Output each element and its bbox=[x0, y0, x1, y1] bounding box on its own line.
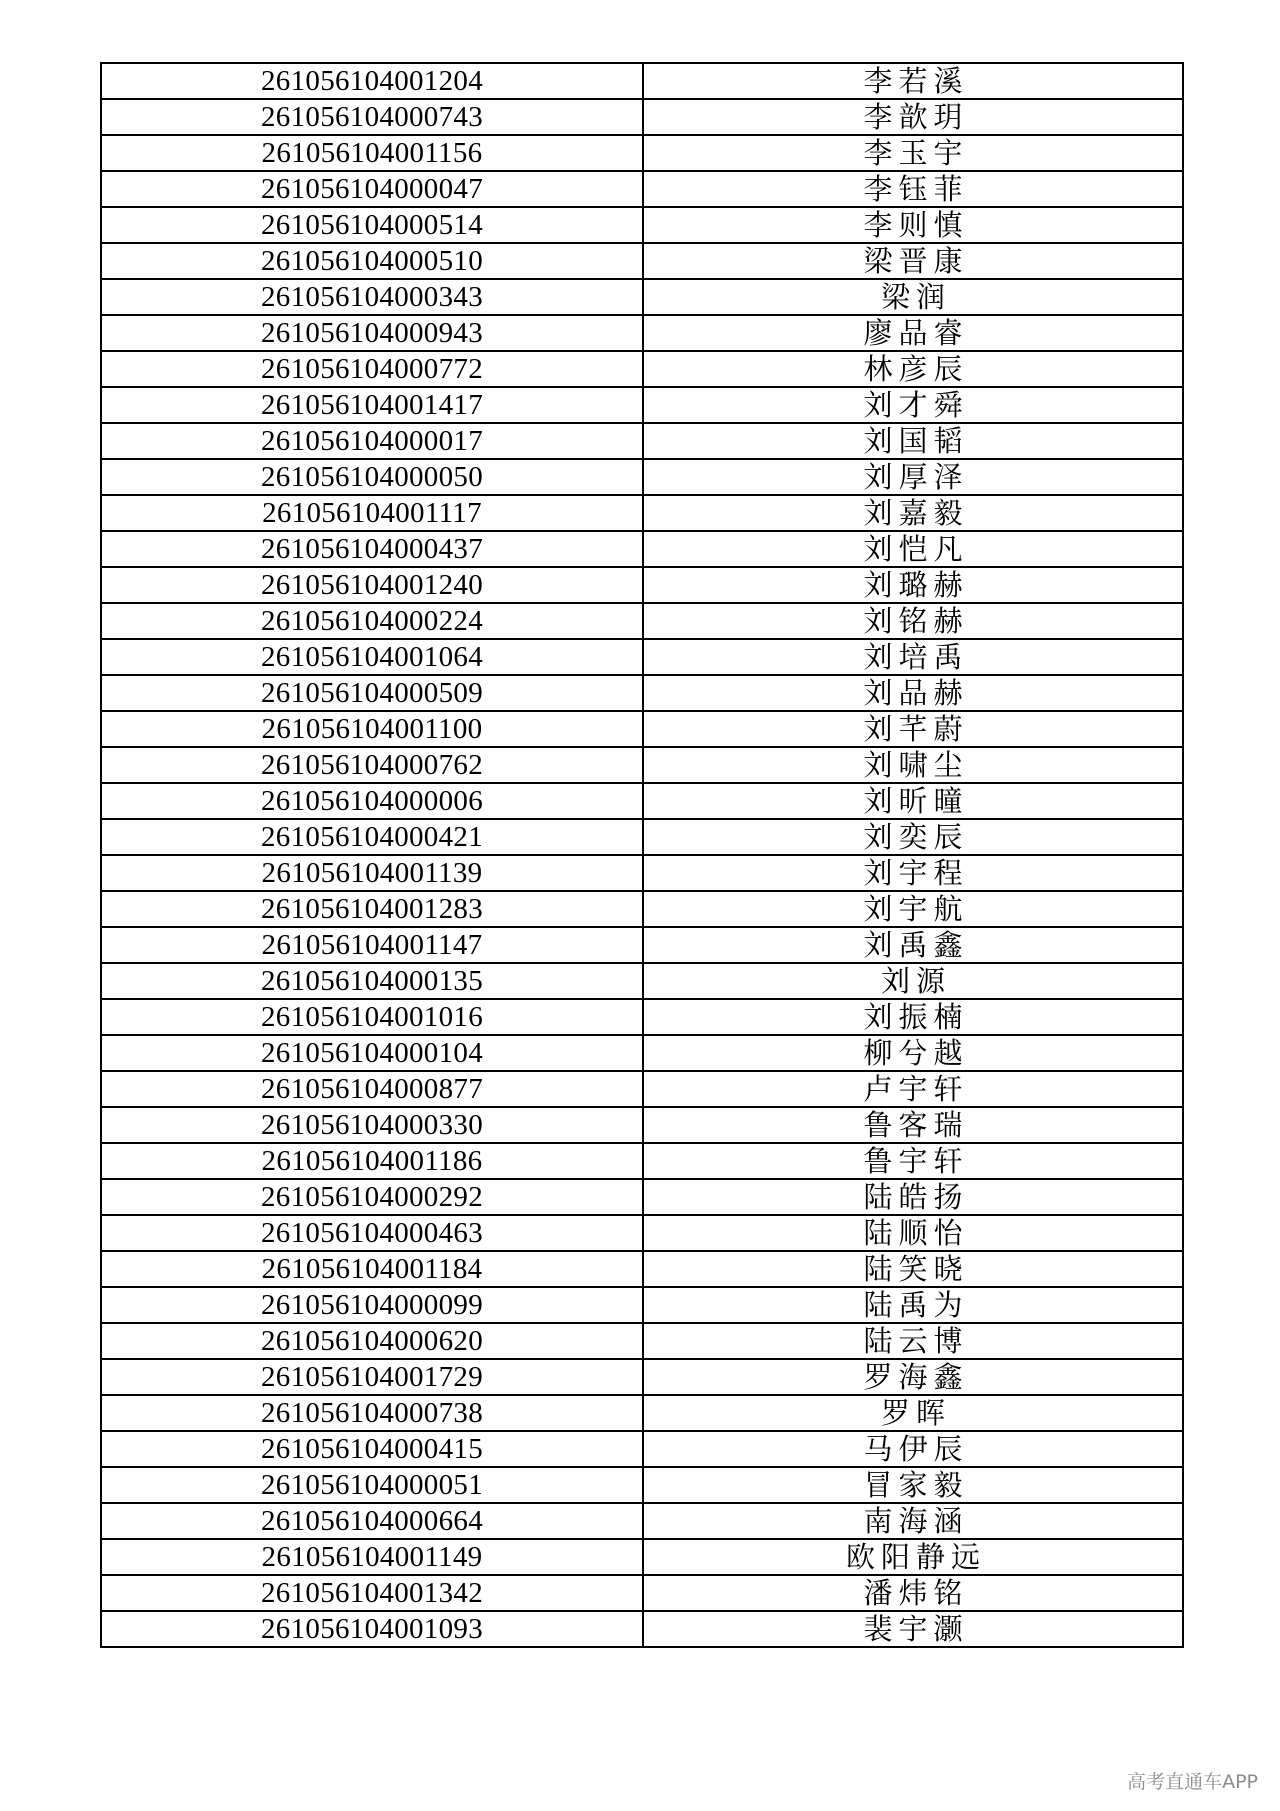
candidate-name-cell: 刘厚泽 bbox=[643, 459, 1183, 495]
candidate-id-cell: 261056104000772 bbox=[101, 351, 643, 387]
candidate-id-cell: 261056104001139 bbox=[101, 855, 643, 891]
table-row bbox=[101, 603, 1183, 639]
table-row bbox=[101, 243, 1183, 279]
table-row bbox=[101, 1611, 1183, 1647]
table-row bbox=[101, 1179, 1183, 1215]
table-row bbox=[101, 423, 1183, 459]
candidate-id-cell: 261056104000664 bbox=[101, 1503, 643, 1539]
candidate-name-cell: 潘炜铭 bbox=[643, 1575, 1183, 1611]
table-row bbox=[101, 1215, 1183, 1251]
candidate-name-cell: 刘才舜 bbox=[643, 387, 1183, 423]
candidate-name-cell: 刘禹鑫 bbox=[643, 927, 1183, 963]
table-row bbox=[101, 1143, 1183, 1179]
table-row bbox=[101, 999, 1183, 1035]
candidate-name-cell: 李则慎 bbox=[643, 207, 1183, 243]
table-row bbox=[101, 1539, 1183, 1575]
candidate-name-cell: 李玉宇 bbox=[643, 135, 1183, 171]
table-row bbox=[101, 171, 1183, 207]
table-row bbox=[101, 99, 1183, 135]
candidate-name-cell: 柳兮越 bbox=[643, 1035, 1183, 1071]
candidate-id-cell: 261056104001283 bbox=[101, 891, 643, 927]
candidate-id-cell: 261056104001729 bbox=[101, 1359, 643, 1395]
candidate-name-cell: 南海涵 bbox=[643, 1503, 1183, 1539]
table-row bbox=[101, 315, 1183, 351]
candidate-id-cell: 261056104001147 bbox=[101, 927, 643, 963]
candidate-id-cell: 261056104001100 bbox=[101, 711, 643, 747]
candidate-name-cell: 冒家毅 bbox=[643, 1467, 1183, 1503]
table-row bbox=[101, 891, 1183, 927]
candidate-id-cell: 261056104000104 bbox=[101, 1035, 643, 1071]
table-row bbox=[101, 1467, 1183, 1503]
candidate-id-cell: 261056104001117 bbox=[101, 495, 643, 531]
table-row bbox=[101, 387, 1183, 423]
table-row bbox=[101, 1395, 1183, 1431]
candidate-id-cell: 261056104000051 bbox=[101, 1467, 643, 1503]
candidate-id-cell: 261056104000224 bbox=[101, 603, 643, 639]
candidate-id-cell: 261056104000509 bbox=[101, 675, 643, 711]
candidate-name-cell: 李若溪 bbox=[643, 63, 1183, 99]
table-row bbox=[101, 1359, 1183, 1395]
candidate-name-cell: 刘宇航 bbox=[643, 891, 1183, 927]
candidate-id-cell: 261056104000099 bbox=[101, 1287, 643, 1323]
candidate-id-cell: 261056104000330 bbox=[101, 1107, 643, 1143]
candidate-id-cell: 261056104000421 bbox=[101, 819, 643, 855]
candidate-id-cell: 261056104000050 bbox=[101, 459, 643, 495]
table-row bbox=[101, 927, 1183, 963]
candidate-id-cell: 261056104000762 bbox=[101, 747, 643, 783]
table-row bbox=[101, 1503, 1183, 1539]
table-row bbox=[101, 495, 1183, 531]
table-row bbox=[101, 1035, 1183, 1071]
candidate-id-cell: 261056104000437 bbox=[101, 531, 643, 567]
candidate-name-cell: 刘芊蔚 bbox=[643, 711, 1183, 747]
candidate-id-cell: 261056104000017 bbox=[101, 423, 643, 459]
candidate-id-cell: 261056104000877 bbox=[101, 1071, 643, 1107]
table-row bbox=[101, 675, 1183, 711]
candidate-id-cell: 261056104001016 bbox=[101, 999, 643, 1035]
candidate-id-cell: 261056104000415 bbox=[101, 1431, 643, 1467]
candidate-id-cell: 261056104000943 bbox=[101, 315, 643, 351]
roster-table-body bbox=[101, 63, 1183, 1647]
table-row bbox=[101, 1575, 1183, 1611]
candidate-id-cell: 261056104000343 bbox=[101, 279, 643, 315]
candidate-name-cell: 裴宇灏 bbox=[643, 1611, 1183, 1647]
candidate-id-cell: 261056104000135 bbox=[101, 963, 643, 999]
candidate-id-cell: 261056104001149 bbox=[101, 1539, 643, 1575]
candidate-id-cell: 261056104001186 bbox=[101, 1143, 643, 1179]
candidate-name-cell: 刘昕曈 bbox=[643, 783, 1183, 819]
roster-table bbox=[100, 62, 1184, 1648]
candidate-id-cell: 261056104000620 bbox=[101, 1323, 643, 1359]
candidate-name-cell: 马伊辰 bbox=[643, 1431, 1183, 1467]
candidate-name-cell: 陆禹为 bbox=[643, 1287, 1183, 1323]
table-row bbox=[101, 639, 1183, 675]
candidate-id-cell: 261056104000047 bbox=[101, 171, 643, 207]
candidate-id-cell: 261056104000743 bbox=[101, 99, 643, 135]
table-row bbox=[101, 1107, 1183, 1143]
candidate-id-cell: 261056104001184 bbox=[101, 1251, 643, 1287]
candidate-id-cell: 261056104001417 bbox=[101, 387, 643, 423]
candidate-id-cell: 261056104001204 bbox=[101, 63, 643, 99]
candidate-name-cell: 卢宇轩 bbox=[643, 1071, 1183, 1107]
table-row bbox=[101, 1287, 1183, 1323]
table-row bbox=[101, 1431, 1183, 1467]
candidate-id-cell: 261056104000514 bbox=[101, 207, 643, 243]
table-row bbox=[101, 855, 1183, 891]
candidate-name-cell: 刘振楠 bbox=[643, 999, 1183, 1035]
table-row bbox=[101, 963, 1183, 999]
candidate-id-cell: 261056104000738 bbox=[101, 1395, 643, 1431]
table-row bbox=[101, 567, 1183, 603]
candidate-name-cell: 刘恺凡 bbox=[643, 531, 1183, 567]
table-row bbox=[101, 1071, 1183, 1107]
candidate-id-cell: 261056104001240 bbox=[101, 567, 643, 603]
table-row bbox=[101, 279, 1183, 315]
candidate-name-cell: 李钰菲 bbox=[643, 171, 1183, 207]
candidate-name-cell: 陆云博 bbox=[643, 1323, 1183, 1359]
table-row bbox=[101, 783, 1183, 819]
table-row bbox=[101, 459, 1183, 495]
table-row bbox=[101, 351, 1183, 387]
candidate-name-cell: 刘培禹 bbox=[643, 639, 1183, 675]
table-row bbox=[101, 1323, 1183, 1359]
candidate-id-cell: 261056104001093 bbox=[101, 1611, 643, 1647]
table-row bbox=[101, 531, 1183, 567]
candidate-id-cell: 261056104000292 bbox=[101, 1179, 643, 1215]
candidate-name-cell: 陆皓扬 bbox=[643, 1179, 1183, 1215]
candidate-name-cell: 林彦辰 bbox=[643, 351, 1183, 387]
candidate-name-cell: 陆顺怡 bbox=[643, 1215, 1183, 1251]
candidate-name-cell: 陆笑晓 bbox=[643, 1251, 1183, 1287]
table-row bbox=[101, 207, 1183, 243]
candidate-name-cell: 刘国韬 bbox=[643, 423, 1183, 459]
candidate-name-cell: 刘璐赫 bbox=[643, 567, 1183, 603]
candidate-name-cell: 刘品赫 bbox=[643, 675, 1183, 711]
candidate-id-cell: 261056104001156 bbox=[101, 135, 643, 171]
candidate-name-cell: 廖品睿 bbox=[643, 315, 1183, 351]
candidate-name-cell: 刘啸尘 bbox=[643, 747, 1183, 783]
candidate-name-cell: 罗海鑫 bbox=[643, 1359, 1183, 1395]
candidate-name-cell: 刘源 bbox=[643, 963, 1183, 999]
table-row bbox=[101, 135, 1183, 171]
table-row bbox=[101, 711, 1183, 747]
table-row bbox=[101, 747, 1183, 783]
candidate-name-cell: 梁晋康 bbox=[643, 243, 1183, 279]
candidate-id-cell: 261056104001342 bbox=[101, 1575, 643, 1611]
table-row bbox=[101, 819, 1183, 855]
candidate-name-cell: 梁润 bbox=[643, 279, 1183, 315]
app-watermark: 高考直通车APP bbox=[1127, 1771, 1258, 1793]
candidate-name-cell: 刘奕辰 bbox=[643, 819, 1183, 855]
candidate-id-cell: 261056104000510 bbox=[101, 243, 643, 279]
candidate-name-cell: 李歆玥 bbox=[643, 99, 1183, 135]
candidate-id-cell: 261056104000463 bbox=[101, 1215, 643, 1251]
candidate-name-cell: 刘宇程 bbox=[643, 855, 1183, 891]
candidate-name-cell: 刘嘉毅 bbox=[643, 495, 1183, 531]
candidate-id-cell: 261056104000006 bbox=[101, 783, 643, 819]
candidate-id-cell: 261056104001064 bbox=[101, 639, 643, 675]
candidate-name-cell: 欧阳静远 bbox=[643, 1539, 1183, 1575]
candidate-name-cell: 鲁客瑞 bbox=[643, 1107, 1183, 1143]
candidate-name-cell: 鲁宇轩 bbox=[643, 1143, 1183, 1179]
candidate-name-cell: 刘铭赫 bbox=[643, 603, 1183, 639]
candidate-name-cell: 罗晖 bbox=[643, 1395, 1183, 1431]
table-row bbox=[101, 63, 1183, 99]
table-row bbox=[101, 1251, 1183, 1287]
